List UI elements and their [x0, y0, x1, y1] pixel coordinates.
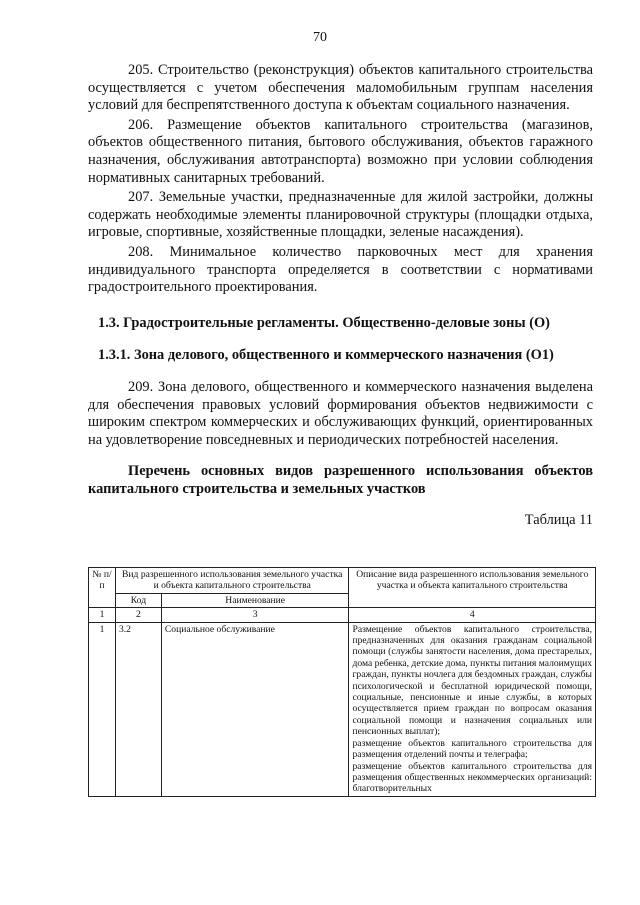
section-heading: 1.3. Градостроительные регламенты. Общественно-деловые зоны (О) — [98, 314, 550, 331]
paragraph-206: 206. Размещение объектов капитального строительства (магазинов, объектов общественного питания, бытового обслуживания, объектов гаражного назначения, обслуживания автотранспорта) возможно при условии соблюдения нормативных санитарных требований. — [88, 116, 593, 186]
table-header-row — [89, 568, 596, 594]
document-body — [88, 62, 593, 532]
header-code: Код — [115, 593, 161, 607]
row-num: 1 — [89, 622, 116, 796]
paragraph-207: 207. Земельные участки, предназначенные для жилой застройки, должны содержать необходимые элементы планировочной структуры (площадки отдыха, игровые, спортивные, хозяйственные площадки, зеленые насаждения). — [88, 189, 593, 241]
table-column-numbers-row — [89, 608, 596, 622]
description-part: размещение объектов капитального строительства для размещения общественных некоммерческих организаций: благотворительных — [352, 760, 592, 795]
header-num: № п/п — [89, 568, 116, 608]
row-description — [349, 622, 596, 796]
permitted-use-table — [88, 567, 596, 797]
subsection-heading: 1.3.1. Зона делового, общественного и коммерческого назначения (О1) — [98, 347, 554, 364]
paragraph-205: 205. Строительство (реконструкция) объектов капитального строительства осуществляется с учетом обеспечения маломобильным группам населения условий для беспрепятственного доступа к объектам социального назначения. — [88, 62, 593, 114]
table-row — [89, 622, 596, 796]
header-name: Наименование — [161, 593, 349, 607]
header-description: Описание вида разрешенного использования земельного участка и объекта капитального строительства — [349, 568, 596, 608]
header-group: Вид разрешенного использования земельного участка и объекта капитального строительства — [115, 568, 349, 594]
column-number: 1 — [89, 608, 116, 622]
row-code: 3.2 — [115, 622, 161, 796]
row-name: Социальное обслуживание — [161, 622, 349, 796]
table-caption: Таблица 11 — [524, 512, 593, 529]
paragraph-208: 208. Минимальное количество парковочных мест для хранения индивидуального транспорта определяется в соответствии с нормативами градостроительного проектирования. — [88, 243, 593, 296]
column-number: 4 — [349, 608, 596, 622]
column-number: 2 — [115, 608, 161, 622]
description-part: Размещение объектов капитального строительства, предназначенных для оказания гражданам социальной помощи (службы занятости населения, дома престарелых, дома ребенка, детские дома, пункты питания малоимущих граждан, пункты ночлега для бездомных граждан, службы психологической и бесплатной юридической помощи, социальные, пенсионные и иные службы, в которых осуществляется прием граждан по вопросам оказания социальной помощи и назначения социальных или пенсионных выплат); — [352, 623, 592, 738]
paragraph-209: 209. Зона делового, общественного и коммерческого назначения выделена для обеспечения правовых условий формирования объектов недвижимости с широким спектром коммерческих и обслуживающих функций, ориентированных на удовлетворение повседневных и периодических потребностей населения. — [88, 378, 593, 448]
description-part: размещение объектов капитального строительства для размещения отделений почты и телеграфа; — [352, 737, 592, 761]
page-number: 70 — [313, 30, 327, 45]
column-number: 3 — [161, 608, 349, 622]
list-title: Перечень основных видов разрешенного использования объектов капитального строительства и земельных участков — [88, 463, 593, 497]
